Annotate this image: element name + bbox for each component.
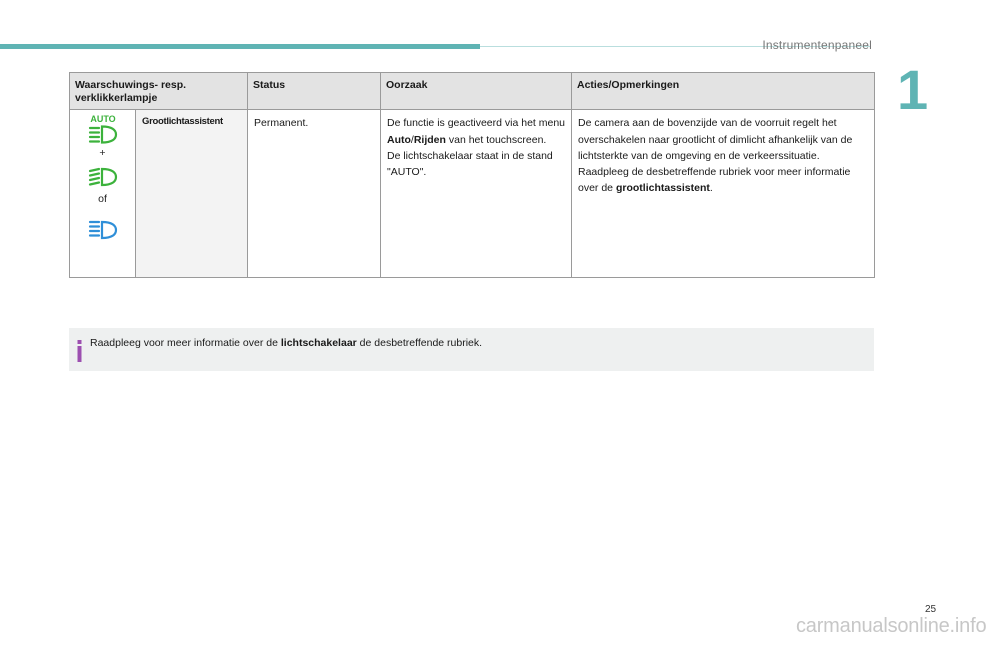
col-header-cause: Oorzaak: [381, 73, 572, 110]
info-icon: [77, 340, 83, 362]
action-text-2: Raadpleeg de desbetreffende rubriek voor meer informatie over de: [578, 166, 851, 195]
header-accent-bar: [0, 44, 480, 49]
table-row: [70, 110, 875, 278]
lamp-name: Grootlichtassistent: [136, 110, 248, 278]
section-title: Instrumentenpaneel: [762, 38, 872, 52]
table-header-row: [70, 73, 875, 110]
watermark: carmanualsonline.info: [796, 615, 986, 637]
action-text-end: .: [709, 182, 713, 195]
col-header-lamp: Waarschuwings- resp. verklikkerlampje: [70, 73, 248, 110]
cause-cell: [381, 110, 572, 278]
cause-text-2: De lichtschakelaar staat in de stand "AUTO".: [387, 149, 553, 179]
status-cell: Permanent.: [248, 110, 381, 278]
menu-auto: Auto: [387, 133, 411, 146]
high-beam-green-icon: [86, 165, 120, 189]
auto-icon-label: AUTO: [89, 114, 116, 125]
cause-text-end: van het touchscreen.: [445, 133, 547, 146]
action-text-1: De camera aan de bovenzijde van de voorruit regelt het overschakelen naar grootlicht of dimlicht afhankelijk van de lichtsterkte van de omgeving en de verkeerssituatie.: [578, 117, 853, 162]
info-box: [69, 328, 874, 371]
actions-cell: [572, 110, 875, 278]
col-header-status: Status: [248, 73, 381, 110]
warning-lamp-table: [69, 72, 875, 278]
page-number: 25: [925, 604, 937, 615]
high-beam-blue-icon: [86, 218, 120, 242]
info-text-2: de desbetreffende rubriek.: [356, 337, 483, 349]
menu-separator: /: [410, 133, 414, 146]
menu-rijden: Rijden: [413, 133, 446, 146]
lamp-icons-cell: [70, 110, 136, 278]
plus-sign: +: [99, 147, 106, 160]
or-label: of: [98, 192, 107, 205]
action-keyword: grootlichtassistent: [615, 182, 710, 195]
col-header-actions: Acties/Opmerkingen: [572, 73, 875, 110]
auto-high-beam-green-icon: [86, 114, 120, 146]
chapter-number: 1: [897, 58, 929, 121]
info-text: [90, 337, 482, 349]
info-text-1: Raadpleeg voor meer informatie over de: [90, 337, 281, 349]
cause-text: De functie is geactiveerd via het menu: [387, 117, 566, 130]
info-keyword: lichtschakelaar: [280, 337, 357, 349]
